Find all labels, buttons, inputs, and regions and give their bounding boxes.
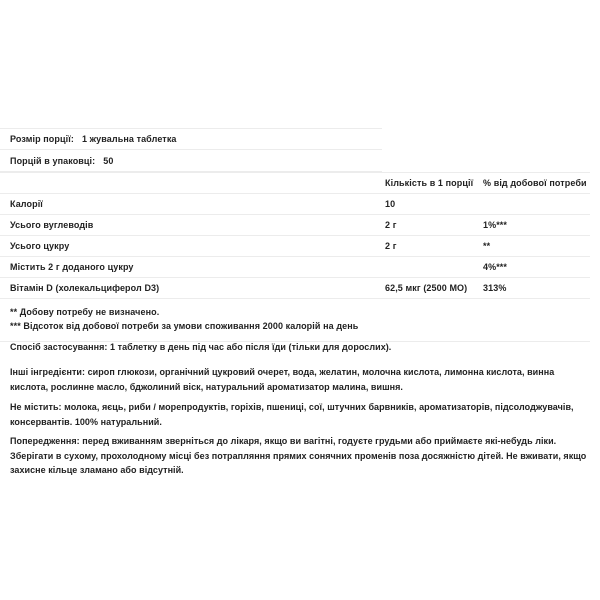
table-row bbox=[0, 215, 590, 236]
footnote-daily-value-not-established: ** Добову потребу не визначено. bbox=[10, 307, 160, 317]
table-row bbox=[0, 257, 590, 278]
nutrient-daily-value: ** bbox=[483, 241, 491, 251]
header-amount-per-serving: Кількість в 1 порції bbox=[385, 178, 474, 188]
servings-per-container-row bbox=[0, 150, 382, 172]
header-daily-value: % від добової потреби bbox=[483, 178, 587, 188]
serving-size-row bbox=[0, 128, 382, 150]
nutrient-table bbox=[0, 172, 590, 299]
nutrient-daily-value: 4%*** bbox=[483, 262, 508, 272]
nutrient-amount: 10 bbox=[385, 199, 396, 209]
table-header-row bbox=[0, 172, 590, 194]
servings-per-container-label: Порцій в упаковці: bbox=[10, 155, 96, 166]
table-row bbox=[0, 278, 590, 299]
nutrient-amount: 2 г bbox=[385, 241, 397, 251]
footnote-percent-daily-value: *** Відсоток від добової потреби за умови споживання 2000 калорій на день bbox=[10, 320, 359, 331]
nutrient-amount: 62,5 мкг (2500 МО) bbox=[385, 283, 468, 293]
table-row bbox=[0, 194, 590, 215]
serving-info-block bbox=[0, 128, 382, 172]
nutrient-name: Усього цукру bbox=[10, 241, 70, 251]
table-row bbox=[0, 236, 590, 257]
footnotes-block bbox=[0, 299, 590, 342]
free-from-text: Не містить: молока, яєць, риби / морепродуктів, горіхів, пшениці, сої, штучних барвників, ароматизаторів, підсолоджувачів, консервантів. 100% натуральний. bbox=[10, 402, 574, 427]
nutrient-name: Калорії bbox=[10, 199, 43, 209]
nutrient-name: Вітамін D (холекальциферол D3) bbox=[10, 283, 160, 293]
directions-text: Спосіб застосування: 1 таблетку в день під час або після їди (тільки для дорослих). bbox=[10, 342, 392, 352]
serving-size-value: 1 жувальна таблетка bbox=[81, 134, 177, 144]
nutrient-daily-value: 1%*** bbox=[483, 220, 508, 230]
servings-per-container-value: 50 bbox=[103, 155, 114, 166]
other-ingredients-text: Інші інгредієнти: сироп глюкози, органічний цукровий очерет, вода, желатин, молочна кислота, лимонна кислота, винна кислота, рослинне масло, бджолиний віск, натуральний ароматизатор малина, вишня. bbox=[10, 367, 555, 392]
warning-text: Попередження: перед вживанням зверніться до лікаря, якщо ви вагітні, годуєте грудьми або приймаєте які-небудь ліки. Зберігати в сухому, прохолодному місці без потрапляння прямих сонячних променів поза досяжністю дітей. Не вживати, якщо захисне кільце зламано або відсутній. bbox=[10, 436, 587, 475]
nutrient-amount: 2 г bbox=[385, 220, 397, 230]
nutrient-daily-value: 313% bbox=[483, 283, 507, 293]
nutrient-name: Усього вуглеводів bbox=[10, 220, 94, 230]
serving-size-label: Розмір порції: bbox=[10, 134, 74, 144]
nutrient-name: Містить 2 г доданого цукру bbox=[10, 262, 134, 272]
